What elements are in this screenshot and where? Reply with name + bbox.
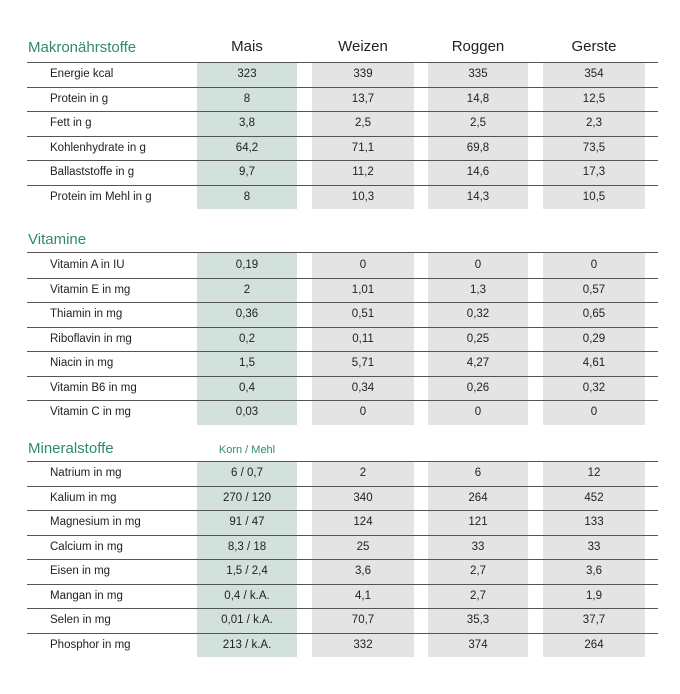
cell-mais: 0,2	[239, 332, 255, 345]
cell-gerste: 37,7	[582, 614, 606, 626]
cell-gerste: 0,32	[582, 381, 606, 394]
cell-weizen: 339	[353, 68, 373, 80]
row-label: Kohlenhydrate in g	[50, 141, 146, 154]
cell-mais: 8	[243, 92, 251, 105]
cell-mais: 0,01 / k.A.	[221, 614, 273, 626]
cell-roggen: 14,6	[466, 166, 490, 178]
column-header-roggen: Roggen	[451, 38, 505, 55]
cell-roggen: 0	[474, 406, 482, 418]
row-label: Energie kcal	[50, 68, 114, 80]
cell-gerste: 0	[590, 406, 598, 418]
cell-weizen: 332	[353, 638, 373, 651]
cell-mais: 1,5	[239, 357, 255, 369]
cell-weizen: 0	[359, 406, 367, 418]
cell-weizen: 2,5	[355, 117, 371, 129]
cell-gerste: 264	[584, 638, 604, 651]
cell-weizen: 70,7	[351, 614, 375, 626]
row-label: Natrium in mg	[50, 467, 122, 479]
cell-roggen: 2,7	[470, 565, 486, 577]
cell-weizen: 5,71	[351, 357, 375, 369]
cell-roggen: 2,7	[470, 589, 486, 602]
cell-gerste: 133	[584, 516, 604, 528]
cell-roggen: 0,26	[466, 381, 490, 394]
section-title: Makronährstoffe	[28, 39, 137, 56]
cell-weizen: 0,34	[351, 381, 375, 394]
cell-mais: 323	[237, 68, 257, 80]
column-header-gerste: Gerste	[571, 38, 617, 55]
column-header-mais: Mais	[231, 38, 263, 55]
cell-gerste: 3,6	[586, 565, 602, 577]
cell-gerste: 2,3	[586, 117, 602, 129]
cell-mais: 270 / 120	[223, 491, 271, 504]
cell-mais: 213 / k.A.	[222, 638, 272, 651]
cell-mais: 0,19	[235, 259, 259, 271]
row-label: Kalium in mg	[50, 491, 117, 504]
row-label: Protein in g	[50, 92, 109, 105]
cell-gerste: 354	[584, 68, 604, 80]
cell-gerste: 0,57	[582, 283, 606, 296]
cell-roggen: 6	[474, 467, 482, 479]
row-label: Vitamin E in mg	[50, 283, 131, 296]
row-label: Calcium in mg	[50, 540, 123, 553]
row-label: Vitamin A in IU	[50, 259, 125, 271]
cell-roggen: 14,8	[466, 92, 490, 105]
cell-gerste: 4,61	[582, 357, 606, 369]
row-label: Vitamin C in mg	[50, 406, 131, 418]
cell-mais: 64,2	[235, 141, 259, 154]
cell-gerste: 1,9	[586, 589, 602, 602]
cell-gerste: 17,3	[582, 166, 606, 178]
cell-weizen: 10,3	[351, 190, 375, 203]
cell-roggen: 0	[474, 259, 482, 271]
row-label: Mangan in mg	[50, 589, 123, 602]
cell-weizen: 0,11	[352, 332, 374, 345]
row-label: Phosphor in mg	[50, 638, 131, 651]
cell-gerste: 0,65	[582, 308, 606, 320]
section-title: Vitamine	[28, 231, 87, 248]
section-title: Mineralstoffe	[28, 440, 114, 457]
row-label: Eisen in mg	[50, 565, 111, 577]
cell-gerste: 12,5	[582, 92, 606, 105]
mais-sub-label: Korn / Mehl	[218, 444, 276, 456]
cell-mais: 8,3 / 18	[227, 540, 267, 553]
cell-gerste: 33	[587, 540, 601, 553]
cell-mais: 0,36	[235, 308, 259, 320]
column-header-weizen: Weizen	[338, 38, 388, 55]
cell-weizen: 13,7	[351, 92, 375, 105]
cell-gerste: 12	[587, 467, 601, 479]
cell-weizen: 4,1	[355, 589, 371, 602]
row-label: Selen in mg	[50, 614, 111, 626]
cell-roggen: 264	[468, 491, 488, 504]
row-label: Protein im Mehl in g	[50, 190, 152, 203]
cell-gerste: 0	[590, 259, 598, 271]
cell-gerste: 0,29	[582, 332, 606, 345]
cell-weizen: 3,6	[355, 565, 371, 577]
cell-weizen: 0,51	[351, 308, 375, 320]
cell-mais: 91 / 47	[229, 516, 265, 528]
cell-mais: 3,8	[239, 117, 255, 129]
cell-weizen: 2	[359, 467, 367, 479]
cell-mais: 2	[243, 283, 251, 296]
cell-roggen: 0,32	[466, 308, 490, 320]
cell-roggen: 35,3	[466, 614, 490, 626]
cell-roggen: 374	[468, 638, 488, 651]
row-label: Niacin in mg	[50, 357, 114, 369]
cell-mais: 0,4	[239, 381, 255, 394]
cell-roggen: 69,8	[466, 141, 490, 154]
cell-mais: 0,4 / k.A.	[224, 589, 270, 602]
cell-roggen: 0,25	[466, 332, 490, 345]
row-label: Fett in g	[50, 117, 92, 129]
row-label: Riboflavin in mg	[50, 332, 132, 345]
cell-roggen: 1,3	[470, 283, 486, 296]
cell-weizen: 340	[353, 491, 373, 504]
cell-mais: 8	[243, 190, 251, 203]
cell-roggen: 2,5	[470, 117, 486, 129]
row-label: Vitamin B6 in mg	[50, 381, 137, 394]
row-label: Ballaststoffe in g	[50, 166, 135, 178]
cell-mais: 9,7	[239, 166, 255, 178]
cell-weizen: 71,1	[351, 141, 375, 154]
cell-roggen: 33	[471, 540, 485, 553]
cell-weizen: 0	[359, 259, 367, 271]
row-label: Magnesium in mg	[50, 516, 141, 528]
cell-gerste: 452	[584, 491, 604, 504]
cell-weizen: 11,2	[352, 166, 374, 178]
cell-mais: 0,03	[235, 406, 259, 418]
cell-mais: 1,5 / 2,4	[226, 565, 268, 577]
cell-roggen: 121	[468, 516, 488, 528]
cell-gerste: 73,5	[582, 141, 606, 154]
cell-roggen: 14,3	[466, 190, 490, 203]
cell-weizen: 1,01	[351, 283, 375, 296]
cell-weizen: 124	[353, 516, 373, 528]
cell-gerste: 10,5	[582, 190, 606, 203]
cell-roggen: 335	[468, 68, 488, 80]
row-label: Thiamin in mg	[50, 308, 123, 320]
cell-mais: 6 / 0,7	[231, 467, 263, 479]
cell-weizen: 25	[356, 540, 370, 553]
cell-roggen: 4,27	[466, 357, 490, 369]
